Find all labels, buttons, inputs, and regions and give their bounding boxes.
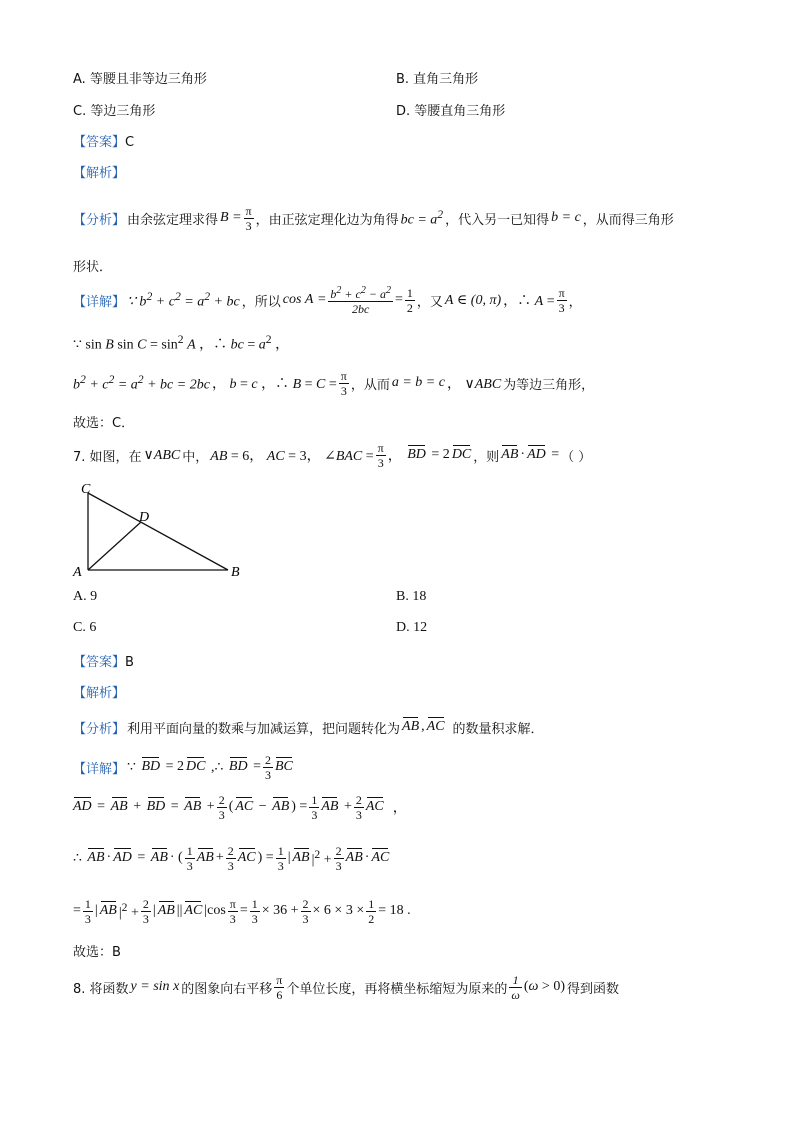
vector-ab: AB bbox=[196, 850, 214, 865]
vector-dc: DC bbox=[186, 759, 206, 774]
q6-analysis-tag: 【解析】 bbox=[73, 166, 126, 181]
vector-ab: AB bbox=[292, 850, 310, 865]
vector-ac: AC bbox=[237, 850, 256, 865]
q6-option-d: D. 等腰直角三角形 bbox=[396, 104, 506, 119]
answer-value: C bbox=[125, 135, 135, 150]
vector-ad: AD bbox=[527, 447, 546, 462]
math-expr: + bbox=[129, 799, 145, 814]
math-expr: + bbox=[203, 799, 215, 814]
math-fraction: $\frac{\pi}{3}$ bbox=[377, 440, 384, 470]
fenxi-tag: 【分析】 bbox=[73, 721, 126, 737]
math-fraction: $\frac{1}{2}$ bbox=[406, 285, 413, 315]
vector-dc: DC bbox=[451, 447, 472, 462]
vector-ab: AB bbox=[402, 719, 420, 734]
math-expr: || bbox=[176, 903, 183, 918]
math-expr: − bbox=[255, 799, 271, 814]
math-expr: AB = 6， AC = 3， ∠BAC = bbox=[210, 449, 374, 464]
math-expr: ( bbox=[228, 799, 234, 814]
fenxi-text: 由余弦定理求得 bbox=[127, 212, 219, 228]
q7-option-a: A. 9 bbox=[73, 589, 98, 604]
math-expr: × 36 + bbox=[261, 903, 299, 918]
vector-ab: AB bbox=[110, 799, 128, 814]
math-expr: ∵ bbox=[127, 759, 140, 775]
math-expr: ,∴ bbox=[207, 759, 227, 775]
math-expr: ，∴ A = bbox=[503, 294, 555, 309]
q7-detail-line-2 bbox=[73, 792, 409, 822]
detail-text: ，从而 bbox=[350, 377, 390, 393]
math-expr: · bbox=[106, 850, 112, 865]
label-a: A bbox=[73, 565, 82, 580]
q7-option-c: C. 6 bbox=[73, 620, 97, 635]
math-expr: × 6 × 3 × bbox=[312, 903, 365, 918]
math-expr: + bbox=[215, 850, 224, 865]
vector-ac: AC bbox=[371, 850, 390, 865]
q8-stem bbox=[73, 972, 621, 1002]
xiangjie-tag: 【详解】 bbox=[73, 294, 126, 310]
label-c: C bbox=[81, 482, 91, 497]
math-expr: = bbox=[93, 799, 109, 814]
math-expr: ∵ $b^2 + c^2 = a^2$ + bc bbox=[127, 289, 240, 310]
math-expr: a = b = c bbox=[391, 375, 445, 390]
stem-text: （ ） bbox=[561, 449, 592, 465]
vector-ab: AB bbox=[501, 447, 519, 462]
math-expr: = bbox=[249, 759, 261, 774]
math-fraction: $\frac{\pi}{3}$ bbox=[245, 203, 252, 233]
vector-ab: AB bbox=[184, 799, 202, 814]
math-expr: ∨ABC bbox=[143, 447, 181, 463]
vector-ad: AD bbox=[73, 799, 92, 814]
answer-tag: 【答案】 bbox=[73, 655, 126, 670]
q7-detail-line-3 bbox=[73, 843, 391, 873]
vector-bd: BD bbox=[407, 447, 426, 462]
math-expr: A ∈ (0, π) bbox=[444, 292, 502, 308]
math-fraction: $\frac{\pi}{6}$ bbox=[276, 972, 283, 1002]
answer-value: B bbox=[125, 655, 134, 670]
stem-text: 7. 如图，在 bbox=[73, 449, 142, 465]
q7-stem bbox=[73, 440, 593, 470]
math-expr: B = bbox=[220, 210, 242, 225]
math-expr: ， b = c ，∴ B = C = bbox=[211, 377, 337, 392]
math-expr: · bbox=[364, 850, 370, 865]
math-fraction: $\frac{2}{3}$ bbox=[335, 843, 342, 873]
stem-text: ，则 bbox=[473, 449, 500, 465]
q7-detail-line-1 bbox=[73, 752, 295, 782]
math-fraction: $\frac{b^2 + c^2 - a^2}{2bc}$ bbox=[330, 285, 391, 316]
math-expr: = 18 . bbox=[378, 903, 411, 918]
q6-option-b: B. 直角三角形 bbox=[396, 72, 479, 87]
math-fraction: $\frac{2}{3}$ bbox=[264, 752, 271, 782]
stem-text: 8. 将函数 bbox=[73, 981, 129, 997]
math-expr: ， bbox=[385, 801, 407, 816]
stem-text: 的图象向右平移 bbox=[181, 981, 273, 997]
math-expr: bc = $a^2$ bbox=[400, 207, 444, 228]
math-expr: | bbox=[152, 903, 156, 918]
q7-option-d: D. 12 bbox=[396, 620, 428, 635]
q7-answer bbox=[73, 651, 134, 670]
math-fraction: $\frac{2}{3}$ bbox=[227, 843, 234, 873]
stem-text: 得到函数 bbox=[566, 981, 619, 997]
math-expr: = bbox=[547, 447, 560, 462]
math-expr: + bbox=[340, 799, 352, 814]
vector-ab: AB bbox=[150, 850, 168, 865]
math-expr: = bbox=[239, 903, 248, 918]
q7-analysis-tag: 【解析】 bbox=[73, 686, 126, 701]
stem-text: 个单位长度，再将横坐标缩短为原来的 bbox=[286, 981, 508, 997]
math-fraction: $\frac{1}{3}$ bbox=[277, 843, 284, 873]
math-fraction: $\frac{2}{3}$ bbox=[355, 792, 362, 822]
math-fraction: $\frac{1}{3}$ bbox=[251, 896, 258, 926]
q7-conclusion: 故选：B bbox=[73, 945, 121, 960]
vector-ab: AB bbox=[99, 903, 117, 918]
math-expr: = 2 bbox=[162, 759, 185, 774]
math-expr: ， ∨ABC bbox=[446, 377, 502, 392]
q6-option-c: C. 等边三角形 bbox=[73, 104, 156, 119]
math-fraction: $\frac{1}{2}$ bbox=[368, 896, 375, 926]
q6-conclusion: 故选：C． bbox=[73, 416, 135, 431]
math-expr: y = sin x bbox=[130, 979, 180, 994]
math-expr: ， bbox=[387, 449, 406, 464]
detail-text: ，所以 bbox=[241, 294, 281, 310]
math-fraction: $\frac{1}{3}$ bbox=[186, 843, 193, 873]
math-expr: | bbox=[94, 903, 98, 918]
fenxi-text: ，从而得三角形 bbox=[582, 212, 674, 228]
answer-tag: 【答案】 bbox=[73, 135, 126, 150]
q7-option-b: B. 18 bbox=[396, 589, 427, 604]
vector-ac: AC bbox=[426, 719, 445, 734]
vector-ab: AB bbox=[345, 850, 363, 865]
vector-ab: AB bbox=[321, 799, 339, 814]
math-expr: ) = bbox=[291, 799, 308, 814]
vector-ab: AB bbox=[272, 799, 290, 814]
math-fraction: $\frac{2}{3}$ bbox=[302, 896, 309, 926]
vector-bd: BD bbox=[146, 799, 166, 814]
vector-bc: BC bbox=[274, 759, 293, 774]
math-fraction: $\frac{\pi}{3}$ bbox=[229, 896, 236, 926]
math-expr: ∴ bbox=[73, 850, 86, 866]
vector-bd: BD bbox=[228, 759, 248, 774]
math-expr: , bbox=[421, 719, 425, 734]
math-expr: |cos bbox=[204, 903, 226, 918]
vector-ab: AB bbox=[87, 850, 105, 865]
math-fraction: $\frac{1}{\omega}$ bbox=[511, 972, 520, 1002]
q6-fenxi-line bbox=[73, 203, 676, 233]
math-expr: b = c bbox=[551, 210, 581, 225]
vector-ac: AC bbox=[365, 799, 384, 814]
fenxi-text: ，由正弦定理化边为角得 bbox=[255, 212, 399, 228]
math-expr: = bbox=[133, 850, 149, 865]
stem-text: 中， bbox=[182, 449, 209, 465]
math-expr: $b^2 + c^2 = a^2$ + bc = 2bc bbox=[73, 372, 210, 393]
xiangjie-tag: 【详解】 bbox=[73, 761, 126, 777]
math-expr: · bbox=[520, 447, 526, 462]
q7-detail-line-4 bbox=[73, 896, 413, 926]
math-expr: $|^2$ + bbox=[311, 847, 332, 868]
q6-detail-line-1 bbox=[73, 285, 584, 315]
q6-detail-line-3 bbox=[73, 368, 596, 398]
q6-detail-line-2 bbox=[73, 328, 291, 358]
q7-fenxi-line bbox=[73, 712, 546, 742]
math-expr: ∵ sin B $\sin C = \sin^2 A$ ，∴ bc = $a^2$ ， bbox=[73, 332, 290, 353]
q6-option-a: A. 等腰且非等边三角形 bbox=[73, 72, 207, 87]
math-expr: cos A = bbox=[282, 292, 327, 307]
math-expr: = bbox=[167, 799, 183, 814]
math-expr: (ω > 0) bbox=[523, 979, 565, 994]
math-fraction: $\frac{\pi}{3}$ bbox=[558, 285, 565, 315]
triangle-figure bbox=[70, 478, 250, 582]
label-b: B bbox=[231, 565, 240, 580]
fenxi-text: ，代入另一已知得 bbox=[445, 212, 550, 228]
fenxi-text: 的数量积求解． bbox=[452, 721, 544, 737]
detail-text: ，又 bbox=[416, 294, 443, 310]
vector-ac: AC bbox=[235, 799, 254, 814]
math-fraction: $\frac{1}{3}$ bbox=[84, 896, 91, 926]
vector-ad: AD bbox=[113, 850, 132, 865]
q6-fenxi-line-2: 形状． bbox=[73, 260, 113, 275]
math-fraction: $\frac{1}{3}$ bbox=[311, 792, 318, 822]
fenxi-tag: 【分析】 bbox=[73, 212, 126, 228]
q6-answer bbox=[73, 131, 134, 150]
math-expr: $|^2$ + bbox=[118, 900, 139, 921]
math-expr: = bbox=[394, 292, 403, 307]
vector-bd: BD bbox=[141, 759, 161, 774]
label-d: D bbox=[139, 510, 150, 525]
vector-ac: AC bbox=[184, 903, 203, 918]
math-expr: | bbox=[287, 850, 291, 865]
math-expr: · ( bbox=[169, 850, 183, 865]
math-fraction: $\frac{2}{3}$ bbox=[218, 792, 225, 822]
vector-ab: AB bbox=[157, 903, 175, 918]
detail-text: ， bbox=[568, 294, 582, 310]
math-fraction: $\frac{2}{3}$ bbox=[142, 896, 149, 926]
math-expr: ) = bbox=[257, 850, 274, 865]
math-expr: = 2 bbox=[427, 447, 450, 462]
math-expr: = bbox=[73, 903, 81, 918]
math-fraction: $\frac{\pi}{3}$ bbox=[340, 368, 347, 398]
fenxi-text: 利用平面向量的数乘与加减运算，把问题转化为 bbox=[127, 721, 401, 737]
detail-text: 为等边三角形， bbox=[503, 377, 595, 393]
